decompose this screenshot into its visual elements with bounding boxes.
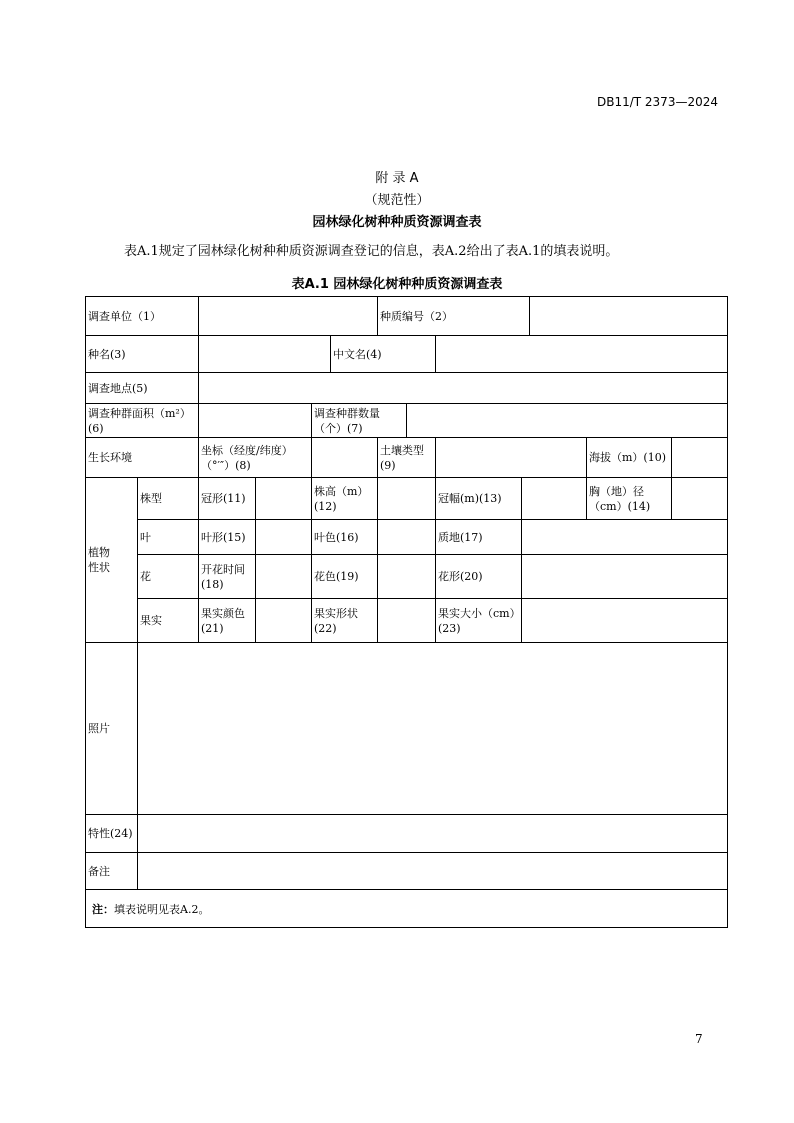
label-property: 特性(24) <box>85 814 138 853</box>
label-altitude: 海拔（m）(10) <box>586 437 672 478</box>
table-title: 表A.1 园林绿化树种种质资源调查表 <box>291 277 503 292</box>
label-flowering-time: 开花时间 (18) <box>198 554 256 599</box>
field-fruit-shape[interactable] <box>377 598 436 643</box>
field-chinese-name[interactable] <box>435 335 728 373</box>
label-fruit-size: 果实大小（cm） (23) <box>435 598 522 643</box>
field-fruit-size[interactable] <box>521 598 728 643</box>
appendix-title: 附 录 A <box>375 171 419 186</box>
label-dbh: 胸（地）径 （cm）(14) <box>586 477 672 520</box>
label-leaf-form: 叶形(15) <box>198 519 256 555</box>
field-height[interactable] <box>377 477 436 520</box>
intro-paragraph: 表A.1规定了园林绿化树种种质资源调查登记的信息，表A.2给出了表A.1的填表说明。 <box>124 244 619 259</box>
label-leaf: 叶 <box>137 519 199 555</box>
label-soil-type: 土壤类型 (9) <box>377 437 436 478</box>
label-fruit: 果实 <box>137 598 199 643</box>
label-survey-site: 调查地点(5) <box>85 372 199 404</box>
field-flower-color[interactable] <box>377 554 436 599</box>
field-fruit-color[interactable] <box>255 598 312 643</box>
field-coordinates[interactable] <box>311 437 378 478</box>
label-flower: 花 <box>137 554 199 599</box>
field-soil-type[interactable] <box>435 437 587 478</box>
field-photo[interactable] <box>137 642 728 815</box>
page-number: 7 <box>695 1032 703 1046</box>
label-species-name: 种名(3) <box>85 335 199 373</box>
field-flowering-time[interactable] <box>255 554 312 599</box>
label-fruit-color: 果实颜色 (21) <box>198 598 256 643</box>
label-crown-form: 冠形(11) <box>198 477 256 520</box>
label-flower-color: 花色(19) <box>311 554 378 599</box>
note-text: 填表说明见表A.2。 <box>114 903 210 916</box>
document-code: DB11/T 2373—2024 <box>596 95 718 109</box>
field-flower-form[interactable] <box>521 554 728 599</box>
label-fruit-shape: 果实形状 (22) <box>311 598 378 643</box>
table-note <box>85 889 728 928</box>
label-leaf-color: 叶色(16) <box>311 519 378 555</box>
field-population-area[interactable] <box>198 403 312 438</box>
field-leaf-form[interactable] <box>255 519 312 555</box>
appendix-heading: 园林绿化树种种质资源调查表 <box>312 215 482 230</box>
field-remark[interactable] <box>137 852 728 890</box>
appendix-subtitle: （规范性） <box>364 193 430 208</box>
label-plant-traits: 植物 性状 <box>85 477 138 643</box>
field-property[interactable] <box>137 814 728 853</box>
label-population-count: 调查种群数量 （个）(7) <box>311 403 407 438</box>
label-environment: 生长环境 <box>85 437 199 478</box>
field-crown-width[interactable] <box>521 477 587 520</box>
label-crown-width: 冠幅(m)(13) <box>435 477 522 520</box>
field-texture[interactable] <box>521 519 728 555</box>
label-survey-unit: 调查单位（1） <box>85 296 199 336</box>
label-photo: 照片 <box>85 642 138 815</box>
label-texture: 质地(17) <box>435 519 522 555</box>
label-population-area: 调查种群面积（m²） (6) <box>85 403 199 438</box>
label-germplasm-no: 种质编号（2） <box>377 296 530 336</box>
field-germplasm-no[interactable] <box>529 296 728 336</box>
label-height: 株高（m） (12) <box>311 477 378 520</box>
field-population-count[interactable] <box>406 403 728 438</box>
field-survey-site[interactable] <box>198 372 728 404</box>
field-dbh[interactable] <box>671 477 728 520</box>
field-altitude[interactable] <box>671 437 728 478</box>
label-chinese-name: 中文名(4) <box>330 335 436 373</box>
label-remark: 备注 <box>85 852 138 890</box>
note-label: 注： <box>92 903 114 916</box>
label-habit: 株型 <box>137 477 199 520</box>
field-species-name[interactable] <box>198 335 331 373</box>
field-leaf-color[interactable] <box>377 519 436 555</box>
label-flower-form: 花形(20) <box>435 554 522 599</box>
field-survey-unit[interactable] <box>198 296 378 336</box>
label-coordinates: 坐标（经度/纬度） （°′″）(8) <box>198 437 312 478</box>
field-crown-form[interactable] <box>255 477 312 520</box>
